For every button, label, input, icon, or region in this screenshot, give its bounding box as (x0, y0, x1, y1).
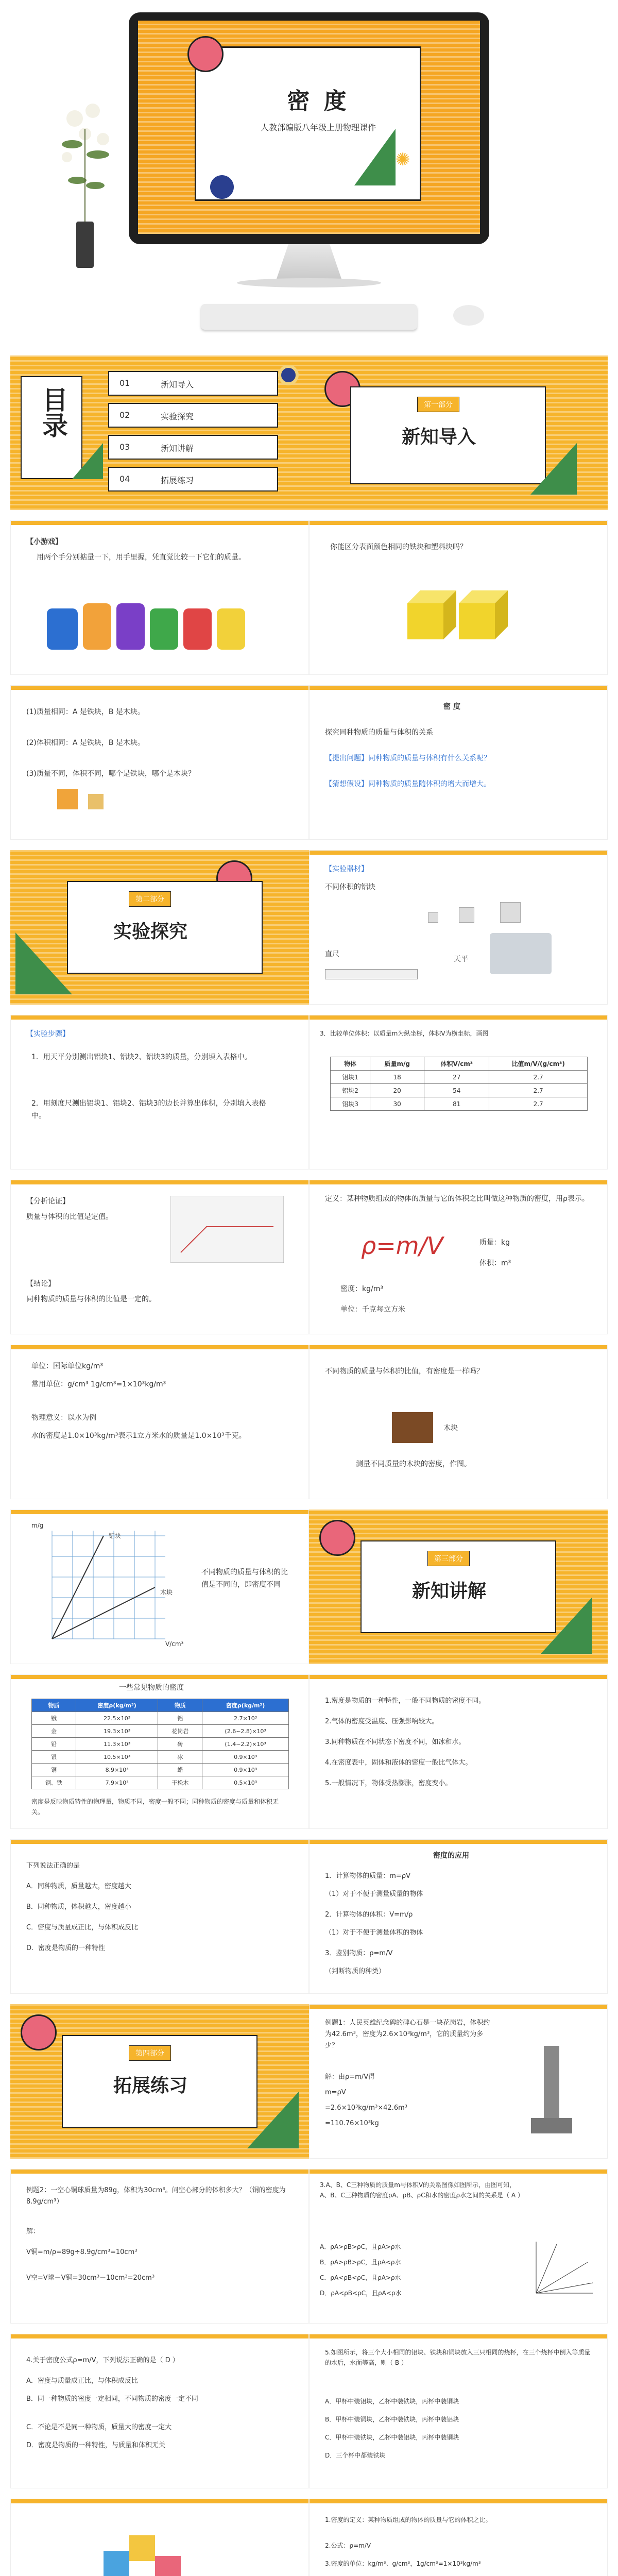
density-table: 物质 密度ρ(kg/m³) 物质 密度ρ(kg/m³) 锇 22.5×10³ 铝 2.7×10³ 金 19.3×10³ 花岗岩 (2.6~2.8)×10³ 铅 11.3×10³ 砖 (1.4~2.2)×10³ 银 10.5×10³ 冰 0.9×10³ 铜 8.9×10³ 蜡 0.9×10³ 钢、铁 7.9×10³ 干松木 0.5×10³ (31, 1699, 289, 1789)
example2-line: V铜=m/ρ=89g÷8.9g/cm³=10cm³ (26, 2248, 138, 2256)
definition-text: 定义：某种物质组成的物体的质量与它的体积之比叫做这种物质的密度，用ρ表示。 (325, 1195, 589, 1203)
toc-item-4[interactable]: 04 拓展练习 (108, 467, 278, 492)
example3-option: C．ρA<ρB<ρC，且ρA>ρ水 (320, 2274, 401, 2281)
text-a-line: 4.在密度表中，固体和液体的密度一般比气体大。 (325, 1759, 472, 1767)
compare-slide (10, 685, 309, 840)
material-slide (309, 850, 608, 1005)
part3-slide (309, 1510, 608, 1664)
wood-block (392, 1412, 433, 1443)
green-triangle (354, 129, 396, 185)
cubes-slide (309, 520, 608, 675)
graph-slide (10, 1510, 309, 1664)
example4-option: C．不论是不是同一种物质，质量大的密度一定大 (26, 2424, 172, 2431)
compare-line-1: (1)质量相同：A 是铁块，B 是木块。 (26, 708, 145, 716)
text-a-line: 3.同种物质在不同状态下密度不同，如冰和水。 (325, 1738, 466, 1746)
y-axis-label: m/g (31, 1522, 44, 1529)
example4-option: B．同一种物质的密度一定相同，不同物质的密度一定不同 (26, 2395, 198, 2403)
example1-slide (309, 2004, 608, 2159)
toc-heading: 目录 (38, 386, 68, 438)
monument-icon (516, 2036, 588, 2139)
part2-tag: 第二部分 (129, 891, 171, 907)
colorful-cubes-icon (93, 2520, 207, 2576)
compare-line-2: (2)体积相同：A 是铁块，B 是木块。 (26, 739, 145, 747)
text-b-slide (10, 1839, 309, 1994)
units-slide (10, 1345, 309, 1499)
example5-question: 5.如图所示，将三个大小相同的铝块、铁块和铜块放入三只相同的烧杯，在三个烧杯中倒入等质量的水后，水面等高，则（ B ） (325, 2349, 591, 2367)
sun-icon: ✺ (396, 149, 410, 170)
mouse (453, 305, 484, 326)
summary-line: 1.密度的定义：某种物质组成的物体的质量与它的体积之比。 (325, 2516, 492, 2523)
application-title: 密度的应用 (433, 1852, 469, 1860)
example1-line: 解：由ρ=m/V得 (325, 2073, 375, 2081)
analysis-slide (10, 1180, 309, 1334)
example3-slide (309, 2169, 608, 2324)
example3-option: A．ρA>ρB>ρC，且ρA>ρ水 (320, 2243, 401, 2250)
units-line-1: 单位：国际单位kg/m³ (31, 1362, 103, 1370)
yellow-cubes-icon (402, 583, 516, 645)
wood-question: 不同物质的质量与体积的比值，有密度是一样吗？ (325, 1367, 484, 1376)
density-table-note: 密度是反映物质特性的物理量，物质不同，密度一般不同；同种物质的密度与质量和体积无关。 (31, 1798, 279, 1816)
text-b-line: D．密度是物质的一种特性 (26, 1944, 106, 1952)
text-a-line: 2.气体的密度受温度、压强影响较大。 (325, 1718, 439, 1725)
example1-line: =2.6×10³kg/m³×42.6m³ (325, 2104, 407, 2112)
table-row: 铅 11.3×10³ 砖 (1.4~2.2)×10³ (32, 1738, 289, 1751)
conclusion-tag: 【结论】 (26, 1280, 55, 1288)
density-unit: 密度：kg/m³ (340, 1285, 383, 1293)
example5-slide (309, 2334, 608, 2488)
example3-option: D．ρA<ρB<ρC，且ρA<ρ水 (320, 2290, 402, 2297)
steps-tag: 【实验步骤】 (26, 1030, 70, 1038)
cube-2 (459, 907, 474, 923)
toc-item-3[interactable]: 03 新知讲解 (108, 435, 278, 460)
wood-answer: 测量不同质量的木块的密度，作图。 (356, 1460, 471, 1468)
block-a (57, 789, 78, 809)
application-line: （1）对于不便于测量质量的物体 (325, 1890, 423, 1898)
example4-question: 4.关于密度公式ρ=m/V，下列说法正确的是（ D ） (26, 2357, 179, 2364)
keyboard (201, 304, 417, 330)
example2-slide (10, 2169, 309, 2324)
example2-line: V空=V球－V铜=30cm³－10cm³=20cm³ (26, 2274, 155, 2282)
mass-unit: 质量：kg (479, 1239, 510, 1247)
summary-line: 2.公式：ρ=m/V (325, 2542, 371, 2549)
formula-icon: ρ=m/V (361, 1232, 443, 1260)
text-a-slide (309, 1674, 608, 1829)
example1-line: m=ρV (325, 2089, 346, 2096)
unit-note: 单位：千克每立方米 (340, 1306, 405, 1314)
abc-graph (531, 2236, 598, 2298)
text-b-line: 下列说法正确的是 (26, 1862, 80, 1870)
balance-icon (490, 933, 552, 974)
dumbbells-icon (42, 588, 279, 660)
density-title: 密 度 (443, 703, 460, 711)
green-triangle (15, 933, 72, 994)
density-table-slide (10, 1674, 309, 1829)
green-triangle (541, 1597, 592, 1654)
toc-slide (10, 355, 309, 510)
density-line-1: 探究同种物质的质量与体积的关系 (325, 728, 433, 737)
application-line: （判断物质的种类） (325, 1968, 386, 1975)
application-line: 3．鉴别物质：ρ=m/V (325, 1950, 393, 1957)
series-label-aluminum: 铝块 (109, 1532, 122, 1539)
example2-question: 例题2：一空心铜球质量为89g，体积为30cm³。问空心部分的体积多大？（铜的密度为8.9g/cm³） (26, 2187, 286, 2206)
monitor-base (237, 278, 381, 287)
toc-item-2[interactable]: 02 实验探究 (108, 403, 278, 428)
cover-title: 密 度 (287, 88, 350, 114)
table-row: 铝块2 20 54 2.7 (331, 1084, 588, 1097)
game-text: 用两个手分别掂量一下，用手里握，凭直觉比较一下它们的质量。 (37, 553, 246, 562)
example4-slide (10, 2334, 309, 2488)
data-table: 物体 质量m/g 体积V/cm³ 比值m/V/(g/cm³) 铝块1 18 27 2.7 铝块2 20 54 2.7 铝块3 30 81 2.7 (330, 1057, 588, 1111)
example5-option: B．甲杯中装铜块，乙杯中装铁块，丙杯中装铝块 (325, 2416, 459, 2423)
text-b-line: B．同种物质，体积越大，密度越小 (26, 1903, 131, 1911)
step-1: 1．用天平分别测出铝块1、铝块2、铝块3的质量，分别填入表格中。 (31, 1053, 252, 1061)
pink-circle (319, 1520, 355, 1556)
block-b (88, 794, 104, 809)
analysis-text: 质量与体积的比值是定值。 (26, 1213, 113, 1221)
cover-screen (138, 21, 480, 234)
part2-slide (10, 850, 309, 1005)
wood-label: 木块 (443, 1424, 458, 1432)
density-q2: 【猜想假设】同种物质的质量随体积的增大而增大。 (325, 780, 491, 788)
table-row: 铝块3 30 81 2.7 (331, 1097, 588, 1111)
example1-question: 例题1：人民英雄纪念碑的碑心石是一块花岗岩，体积约为42.6m³，密度为2.6×10³kg/m³，它的质量约为多少？ (325, 2019, 490, 2050)
application-line: 2．计算物体的体积：V=m/ρ (325, 1911, 413, 1919)
units-line-2: 常用单位：g/cm³ 1g/cm³=1×10³kg/m³ (31, 1380, 166, 1388)
density-question-slide (309, 685, 608, 840)
material-label: 不同体积的铝块 (325, 883, 375, 891)
balance-label: 天平 (454, 955, 468, 963)
cover-subtitle: 人教部编版八年级上册物理课件 (260, 123, 376, 132)
part1-title: 新知导入 (402, 427, 476, 448)
toc-item-1[interactable]: 01 新知导入 (108, 371, 278, 396)
game-tag: 【小游戏】 (26, 538, 62, 546)
flower-vase-icon (57, 67, 113, 273)
text-a-line: 5.一般情况下，物体受热膨胀，密度变小。 (325, 1780, 452, 1787)
volume-unit: 体积：m³ (479, 1259, 511, 1267)
example5-option: C．甲杯中装铁块，乙杯中装铝块，丙杯中装铜块 (325, 2434, 459, 2441)
green-triangle (530, 443, 577, 495)
table1-slide (309, 1015, 608, 1170)
summary-line: 3.密度的单位：kg/m³、g/cm³，1g/cm³=1×10³kg/m³ (325, 2560, 481, 2567)
example4-option: D．密度是物质的一种特性，与质量和体积无关 (26, 2442, 166, 2449)
table-row: 银 10.5×10³ 冰 0.9×10³ (32, 1751, 289, 1764)
text-a-line: 1.密度是物质的一种特性，一般不同物质的密度不同。 (325, 1697, 486, 1705)
game-slide (10, 520, 309, 675)
step-2: 2．用刻度尺测出铝块1、铝块2、铝块3的边长并算出体积，分别填入表格中。 (31, 1099, 266, 1120)
analysis-tag: 【分析论证】 (26, 1197, 70, 1206)
green-triangle (247, 2092, 299, 2148)
summary-text-slide (309, 2499, 608, 2576)
part4-tag: 第四部分 (129, 2045, 171, 2061)
blue-circle (278, 365, 299, 385)
cube-3 (500, 902, 521, 923)
blue-circle (210, 175, 234, 199)
application-slide (309, 1839, 608, 1994)
application-line: 1．计算物体的质量：m=ρV (325, 1872, 410, 1880)
part4-title: 拓展练习 (113, 2075, 188, 2096)
ruler-icon (325, 969, 418, 979)
pink-circle (187, 36, 224, 72)
example2-line: 解： (26, 2228, 40, 2235)
mini-graph (170, 1196, 284, 1263)
steps-slide (10, 1015, 309, 1170)
material-tag: 【实验器材】 (325, 865, 368, 873)
part2-title: 实验探究 (113, 921, 188, 942)
example5-option: D．三个杯中都装铁块 (325, 2452, 386, 2459)
example4-option: A．密度与质量成正比，与体积成反比 (26, 2377, 138, 2385)
example3-question: 3.A、B、C三种物质的质量m与体积V的关系图像如图所示，由图可知，A、B、C三种物质的密度ρA、ρB、ρC和水的密度ρ水之间的关系是（ A ） (320, 2181, 524, 2199)
part1-tag: 第一部分 (417, 397, 459, 412)
cube-1 (428, 912, 438, 923)
pink-circle (21, 2014, 57, 2050)
example5-option: A．甲杯中装铝块，乙杯中装铁块，丙杯中装铜块 (325, 2398, 459, 2405)
example1-line: =110.76×10³kg (325, 2120, 379, 2127)
part3-tag: 第三部分 (427, 1551, 470, 1566)
table-row: 铝块1 18 27 2.7 (331, 1071, 588, 1084)
summary-slide (10, 2499, 309, 2576)
green-triangle (72, 443, 103, 479)
series-label-wood: 木块 (160, 1589, 173, 1596)
application-line: （1）对于不便于测量体积的物体 (325, 1929, 423, 1937)
graph-conclusion: 不同物质的质量与体积的比值是不同的，即密度不同 (201, 1568, 288, 1589)
x-axis-label: V/cm³ (165, 1640, 184, 1648)
table1-title: 3．比较单位体积：以质量m为纵坐标，体积V为横坐标，画图 (320, 1030, 489, 1037)
table-row: 金 19.3×10³ 花岗岩 (2.6~2.8)×10³ (32, 1725, 289, 1738)
text-b-line: C．密度与质量成正比，与体积成反比 (26, 1924, 139, 1931)
cover-section (0, 0, 618, 350)
units-line-4: 水的密度是1.0×10³kg/m³表示1立方米水的质量是1.0×10³千克。 (31, 1432, 246, 1440)
part4-slide (10, 2004, 309, 2159)
ruler-label: 直尺 (325, 950, 339, 958)
table-row: 铜 8.9×10³ 蜡 0.9×10³ (32, 1764, 289, 1776)
table-row: 钢、铁 7.9×10³ 干松木 0.5×10³ (32, 1776, 289, 1789)
part1-slide (309, 355, 608, 510)
compare-line-3: (3)质量不同，体积不同，哪个是铁块，哪个是木块？ (26, 770, 195, 778)
density-q1: 【提出问题】同种物质的质量与体积有什么关系呢？ (325, 754, 491, 762)
monitor-stand (268, 244, 350, 280)
table-row: 锇 22.5×10³ 铝 2.7×10³ (32, 1712, 289, 1725)
units-line-3: 物理意义：以水为例 (31, 1414, 96, 1422)
wood-slide (309, 1345, 608, 1499)
text-b-line: A．同种物质，质量越大，密度越大 (26, 1883, 131, 1890)
example3-option: B．ρA>ρB>ρC，且ρA<ρ水 (320, 2259, 401, 2266)
definition-slide (309, 1180, 608, 1334)
cubes-question: 你能区分表面颜色相同的铁块和塑料块吗？ (330, 543, 467, 551)
part3-title: 新知讲解 (412, 1581, 487, 1602)
conclusion-text: 同种物质的质量与体积的比值是一定的。 (26, 1295, 156, 1303)
density-table-title: 一些常见物质的密度 (119, 1684, 184, 1692)
